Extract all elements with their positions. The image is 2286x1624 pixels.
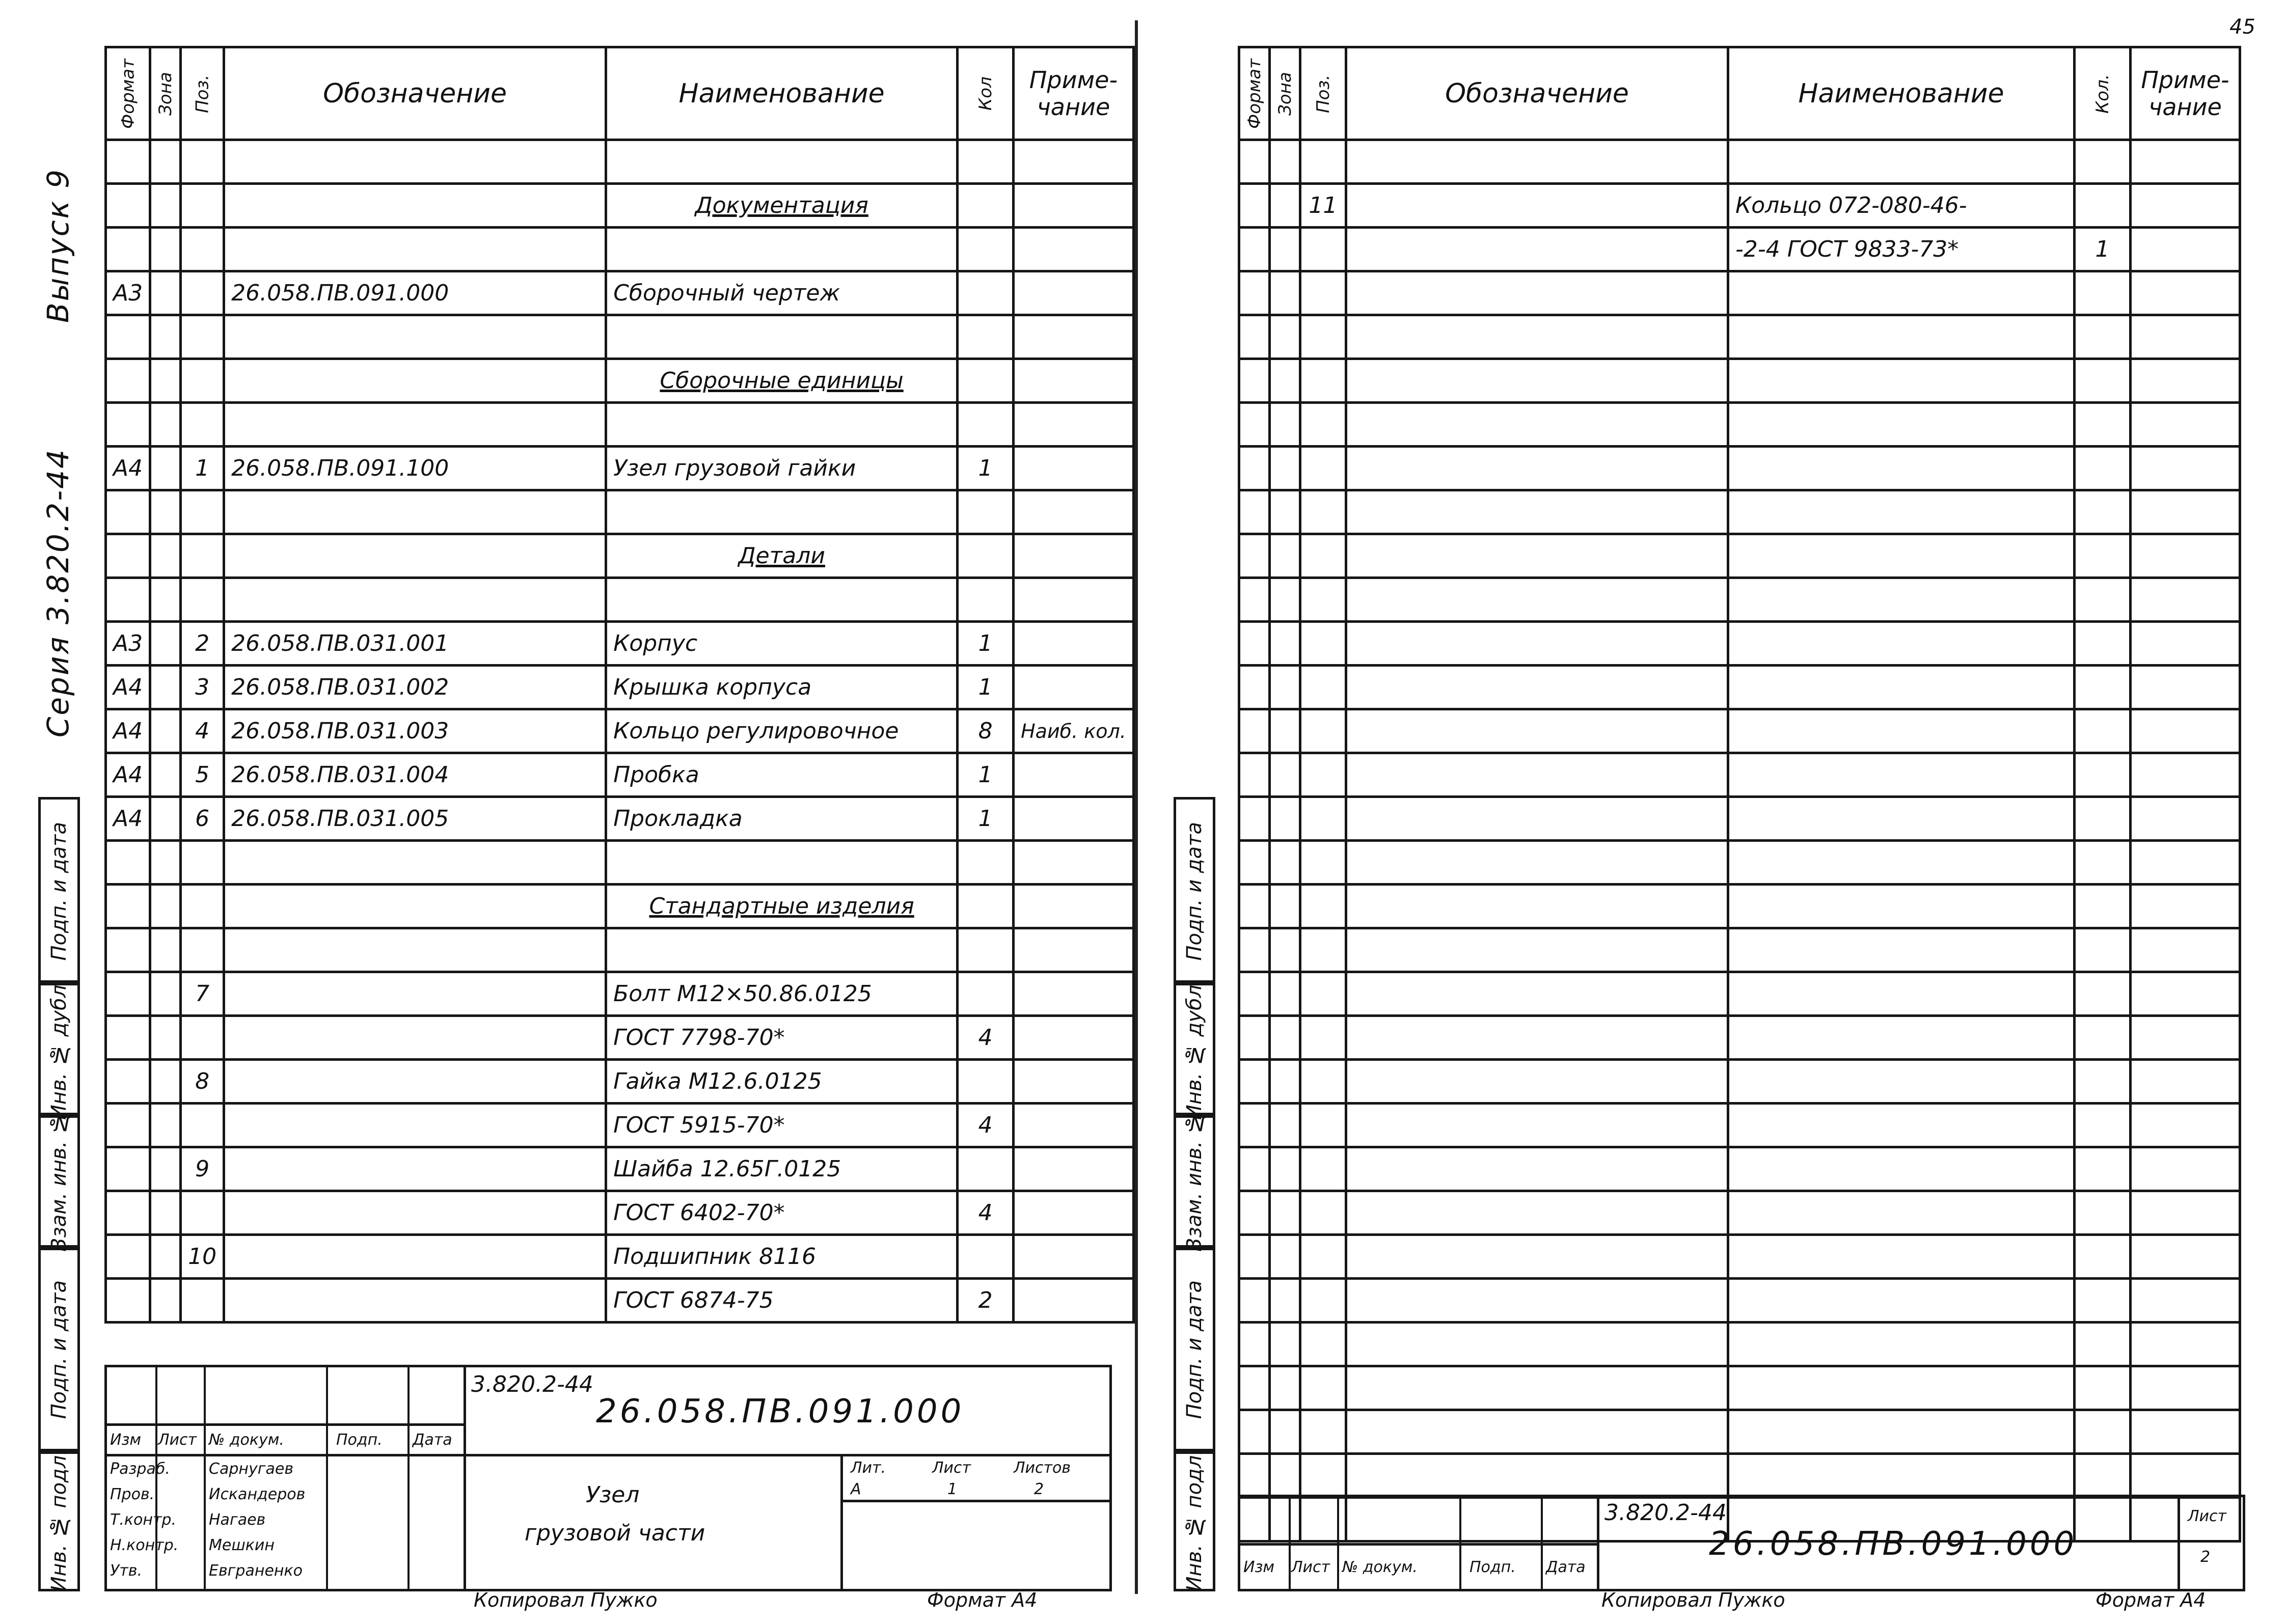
cell-qty: 1 — [958, 753, 1014, 797]
table-row — [106, 1235, 1134, 1279]
table-row — [1239, 315, 2240, 359]
table-row — [106, 841, 1134, 885]
tb-role: Разраб. — [110, 1460, 170, 1478]
cell-designation: 26.058.ПВ.031.005 — [224, 797, 606, 841]
stamp-replace-inv: Взам. инв. № — [1174, 1113, 1215, 1250]
table-row — [106, 490, 1134, 534]
table-row — [106, 140, 1134, 184]
tb-col-change: Изм — [110, 1431, 142, 1449]
title-series: 3.820.2-44 — [1604, 1500, 1727, 1526]
table-row — [1239, 403, 2240, 447]
table-row — [1239, 1323, 2240, 1366]
table-row — [106, 1191, 1134, 1235]
col-designation: Обозначение — [224, 47, 606, 140]
cell-pos: 3 — [181, 666, 224, 709]
cell-name: Гайка М12.6.0125 — [606, 1060, 958, 1104]
table-row — [106, 797, 1134, 841]
cell-name: Кольцо 072-080-46- — [1728, 184, 2075, 228]
table-row — [1239, 1104, 2240, 1147]
tb-col-date: Дата — [1546, 1558, 1586, 1576]
tb-person: Евграненко — [209, 1562, 303, 1580]
table-row — [106, 666, 1134, 709]
lit-label: Лит. — [851, 1459, 886, 1477]
stamp-replace-inv: Взам. инв. № — [38, 1113, 80, 1250]
product-name-line1: Узел — [586, 1482, 640, 1508]
table-row — [1239, 972, 2240, 1016]
footer-format: Формат А4 — [927, 1589, 1038, 1611]
table-row — [106, 534, 1134, 578]
col-qty: Кол — [958, 47, 1014, 140]
table-row — [106, 1147, 1134, 1191]
product-name-line2: грузовой части — [525, 1520, 705, 1546]
table-row — [1239, 1454, 2240, 1498]
table-row — [1239, 753, 2240, 797]
spec-table-right — [1238, 46, 2241, 1543]
table-row — [106, 885, 1134, 928]
table-row — [1239, 1410, 2240, 1454]
cell-format: А4 — [106, 666, 150, 709]
cell-qty: 4 — [958, 1191, 1014, 1235]
cell-name: Крышка корпуса — [606, 666, 958, 709]
cell-name: Прокладка — [606, 797, 958, 841]
table-row — [1239, 578, 2240, 622]
page-divider — [1135, 20, 1138, 1594]
col-zone: Зона — [1270, 47, 1300, 140]
cell-note: Наиб. кол. — [1014, 709, 1134, 753]
table-row — [106, 753, 1134, 797]
cell-qty: 8 — [958, 709, 1014, 753]
table-row — [1239, 666, 2240, 709]
table-row — [1239, 447, 2240, 490]
cell-qty: 1 — [958, 797, 1014, 841]
table-row — [1239, 359, 2240, 403]
cell-pos: 5 — [181, 753, 224, 797]
table-row — [1239, 271, 2240, 315]
cell-designation: 26.058.ПВ.031.003 — [224, 709, 606, 753]
header-row — [1239, 47, 2240, 140]
table-row — [106, 1016, 1134, 1060]
cell-name: ГОСТ 5915-70* — [606, 1104, 958, 1147]
cell-qty: 1 — [958, 447, 1014, 490]
cell-name: Пробка — [606, 753, 958, 797]
cell-designation: 26.058.ПВ.031.001 — [224, 622, 606, 666]
sheet-label: Лист — [932, 1459, 971, 1477]
cell-qty: 4 — [958, 1104, 1014, 1147]
cell-designation: 26.058.ПВ.031.002 — [224, 666, 606, 709]
cell-name: Кольцо регулировочное — [606, 709, 958, 753]
cell-pos: 1 — [181, 447, 224, 490]
table-row — [1239, 885, 2240, 928]
col-name: Наименование — [606, 47, 958, 140]
tb-role: Т.контр. — [110, 1511, 177, 1529]
right-sheet — [1143, 0, 2286, 1624]
cell-pos: 11 — [1300, 184, 1346, 228]
table-row — [106, 228, 1134, 271]
footer-format: Формат А4 — [2096, 1589, 2206, 1611]
table-row — [1239, 228, 2240, 271]
cell-pos: 10 — [181, 1235, 224, 1279]
col-format: Формат — [106, 47, 150, 140]
sheets-label: Листов — [1014, 1459, 1071, 1477]
section-details: Детали — [606, 534, 958, 578]
table-row — [1239, 1366, 2240, 1410]
cell-name: Корпус — [606, 622, 958, 666]
cell-designation: 26.058.ПВ.031.004 — [224, 753, 606, 797]
stamp-sign-date-2: Подп. и дата — [1174, 1245, 1215, 1454]
table-row — [106, 578, 1134, 622]
stamp-sign-date: Подп. и дата — [1174, 797, 1215, 985]
issue-label: Выпуск 9 — [41, 168, 75, 323]
series-label: Серия 3.820.2-44 — [41, 448, 75, 738]
cell-qty: 1 — [958, 622, 1014, 666]
table-row — [106, 184, 1134, 228]
section-standard-items: Стандартные изделия — [606, 885, 958, 928]
cell-name: ГОСТ 6874-75 — [606, 1279, 958, 1323]
cell-pos: 2 — [181, 622, 224, 666]
table-row — [1239, 1191, 2240, 1235]
title-block — [104, 1365, 1112, 1591]
tb-col-sheet: Лист — [1291, 1558, 1330, 1576]
table-row — [1239, 534, 2240, 578]
tb-col-doc: № докум. — [1342, 1558, 1418, 1576]
section-documentation: Документация — [606, 184, 958, 228]
cell-name: -2-4 ГОСТ 9833-73* — [1728, 228, 2075, 271]
table-row — [1239, 841, 2240, 885]
col-format: Формат — [1239, 47, 1270, 140]
cell-format: А3 — [106, 622, 150, 666]
title-block-right — [1238, 1495, 2245, 1591]
col-qty: Кол. — [2075, 47, 2131, 140]
cell-name: ГОСТ 7798-70* — [606, 1016, 958, 1060]
table-row — [1239, 1016, 2240, 1060]
tb-col-date: Дата — [413, 1431, 452, 1449]
cell-designation: 26.058.ПВ.091.100 — [224, 447, 606, 490]
cell-pos: 6 — [181, 797, 224, 841]
stamp-dup-inv: Инв. № дубл. — [1174, 980, 1215, 1118]
cell-pos: 8 — [181, 1060, 224, 1104]
col-pos: Поз. — [181, 47, 224, 140]
cell-format: А4 — [106, 447, 150, 490]
cell-qty: 1 — [958, 666, 1014, 709]
cell-pos: 4 — [181, 709, 224, 753]
col-note: Приме- чание — [2131, 47, 2240, 140]
cell-pos: 9 — [181, 1147, 224, 1191]
cell-name: Шайба 12.65Г.0125 — [606, 1147, 958, 1191]
sheet-value: 2 — [2200, 1548, 2211, 1566]
col-zone: Зона — [150, 47, 181, 140]
table-row — [1239, 622, 2240, 666]
table-row — [106, 1060, 1134, 1104]
sheet-label: Лист — [2188, 1507, 2227, 1525]
cell-qty: 2 — [958, 1279, 1014, 1323]
table-row — [106, 1104, 1134, 1147]
cell-name: ГОСТ 6402-70* — [606, 1191, 958, 1235]
table-row — [106, 622, 1134, 666]
col-note: Приме- чание — [1014, 47, 1134, 140]
spec-table-left — [104, 46, 1135, 1324]
stamp-sign-date-2: Подп. и дата — [38, 1245, 80, 1454]
table-row — [1239, 184, 2240, 228]
cell-name: Подшипник 8116 — [606, 1235, 958, 1279]
cell-pos: 7 — [181, 972, 224, 1016]
cell-format: А4 — [106, 797, 150, 841]
lit-value: А — [851, 1480, 861, 1498]
table-row — [1239, 1147, 2240, 1191]
table-row — [1239, 928, 2240, 972]
tb-role: Н.контр. — [110, 1536, 179, 1554]
table-row — [106, 1279, 1134, 1323]
table-row — [106, 447, 1134, 490]
stamp-sign-date: Подп. и дата — [38, 797, 80, 985]
col-name: Наименование — [1728, 47, 2075, 140]
cell-name: Болт М12×50.86.0125 — [606, 972, 958, 1016]
table-row — [106, 928, 1134, 972]
cell-format: А4 — [106, 709, 150, 753]
sheets-value: 2 — [1034, 1480, 1044, 1498]
stamp-orig-inv: Инв. № подл. — [38, 1449, 80, 1591]
table-row — [1239, 140, 2240, 184]
cell-name: Узел грузовой гайки — [606, 447, 958, 490]
stamp-dup-inv: Инв. № дубл. — [38, 980, 80, 1118]
tb-role: Пров. — [110, 1485, 155, 1503]
tb-col-sheet: Лист — [158, 1431, 197, 1449]
tb-col-sign: Подп. — [1469, 1558, 1516, 1576]
tb-person: Сарнугаев — [209, 1460, 294, 1478]
title-code: 26.058.ПВ.091.000 — [1709, 1525, 2078, 1563]
table-row — [1239, 1279, 2240, 1323]
tb-role: Утв. — [110, 1562, 142, 1580]
footer-copied: Копировал Пужко — [474, 1589, 658, 1611]
table-row — [1239, 1235, 2240, 1279]
cell-name: Сборочный чертеж — [606, 271, 958, 315]
cell-format: А4 — [106, 753, 150, 797]
table-row — [106, 403, 1134, 447]
tb-person: Мешкин — [209, 1536, 275, 1554]
col-designation: Обозначение — [1346, 47, 1728, 140]
stamp-orig-inv: Инв. № подл. — [1174, 1449, 1215, 1591]
title-code: 26.058.ПВ.091.000 — [596, 1393, 965, 1430]
tb-col-doc: № докум. — [209, 1431, 284, 1449]
col-pos: Поз. — [1300, 47, 1346, 140]
tb-person: Нагаев — [209, 1511, 266, 1529]
tb-col-change: Изм — [1243, 1558, 1275, 1576]
cell-format: А3 — [106, 271, 150, 315]
section-assembly-units: Сборочные единицы — [606, 359, 958, 403]
tb-col-sign: Подп. — [336, 1431, 383, 1449]
table-row — [106, 709, 1134, 753]
tb-person: Искандеров — [209, 1485, 306, 1503]
footer-copied: Копировал Пужко — [1601, 1589, 1785, 1611]
table-row — [106, 359, 1134, 403]
table-row — [106, 972, 1134, 1016]
table-row — [1239, 1060, 2240, 1104]
table-row — [106, 271, 1134, 315]
cell-qty: 4 — [958, 1016, 1014, 1060]
table-row — [1239, 709, 2240, 753]
table-row — [1239, 490, 2240, 534]
title-series: 3.820.2-44 — [471, 1371, 593, 1397]
cell-qty: 1 — [2075, 228, 2131, 271]
cell-designation: 26.058.ПВ.091.000 — [224, 271, 606, 315]
table-row — [1239, 797, 2240, 841]
page-number: 45 — [2229, 15, 2255, 39]
sheet-value: 1 — [947, 1480, 958, 1498]
header-row — [106, 47, 1134, 140]
table-row — [106, 315, 1134, 359]
